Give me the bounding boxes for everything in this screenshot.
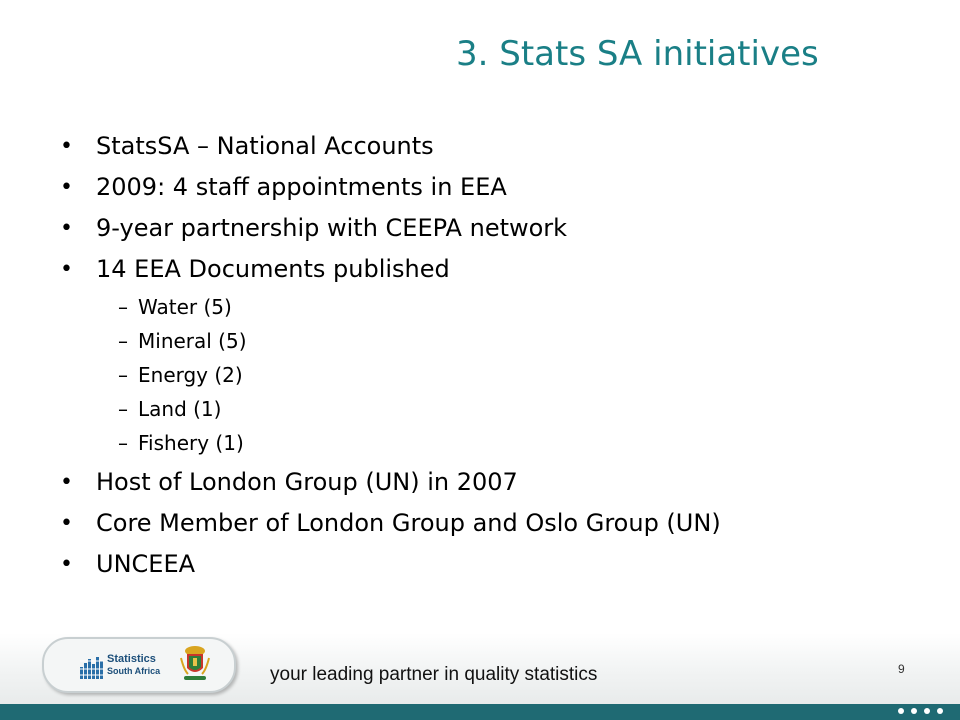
list-item	[0, 126, 960, 167]
bullet-marker: •	[60, 257, 73, 282]
bar-chart-icon	[80, 655, 104, 679]
sub-list-item	[0, 290, 960, 324]
coat-of-arms-icon	[178, 644, 212, 684]
footer-bar	[0, 704, 960, 720]
bullet-marker: •	[60, 511, 73, 536]
list-item-text: Host of London Group (UN) in 2007	[96, 468, 518, 496]
bullet-marker: •	[60, 175, 73, 200]
sub-list-item-text: Water (5)	[138, 295, 232, 319]
sub-list-item-text: Energy (2)	[138, 363, 243, 387]
sub-list-item-text: Fishery (1)	[138, 431, 244, 455]
list-item	[0, 503, 960, 544]
dash-marker: –	[118, 363, 128, 387]
sub-list-item	[0, 358, 960, 392]
list-item-text: UNCEEA	[96, 550, 196, 578]
sub-list-item	[0, 324, 960, 358]
list-item	[0, 167, 960, 208]
footer-tagline: your leading partner in quality statistics	[270, 664, 598, 685]
bullet-marker: •	[60, 134, 73, 159]
bullet-marker: •	[60, 470, 73, 495]
dash-marker: –	[118, 431, 128, 455]
bullet-list	[0, 126, 960, 585]
slide-title: 3. Stats SA initiatives	[456, 34, 819, 74]
page-number: 9	[898, 662, 905, 676]
logo-subtext: South Africa	[107, 666, 161, 676]
stats-sa-logo	[42, 637, 236, 693]
list-item-text: 2009: 4 staff appointments in EEA	[96, 173, 507, 201]
list-item-text: 9-year partnership with CEEPA network	[96, 214, 568, 242]
list-item-text: 14 EEA Documents published	[96, 255, 450, 283]
dash-marker: –	[118, 397, 128, 421]
sub-list-item	[0, 426, 960, 460]
list-item	[0, 249, 960, 290]
list-item	[0, 208, 960, 249]
list-item	[0, 544, 960, 585]
dot-icon	[898, 708, 904, 714]
dash-marker: –	[118, 295, 128, 319]
bullet-marker: •	[60, 216, 73, 241]
list-item-text: StatsSA – National Accounts	[96, 132, 434, 160]
dot-icon	[911, 708, 917, 714]
dot-icon	[924, 708, 930, 714]
logo-text: Statistics	[107, 653, 156, 665]
dot-icon	[937, 708, 943, 714]
list-item-text: Core Member of London Group and Oslo Group (UN)	[96, 509, 721, 537]
sub-list-item-text: Land (1)	[138, 397, 222, 421]
bullet-marker: •	[60, 552, 73, 577]
list-item	[0, 462, 960, 503]
dash-marker: –	[118, 329, 128, 353]
sub-list-item	[0, 392, 960, 426]
sub-list-item-text: Mineral (5)	[138, 329, 247, 353]
decorative-dots	[898, 699, 950, 718]
